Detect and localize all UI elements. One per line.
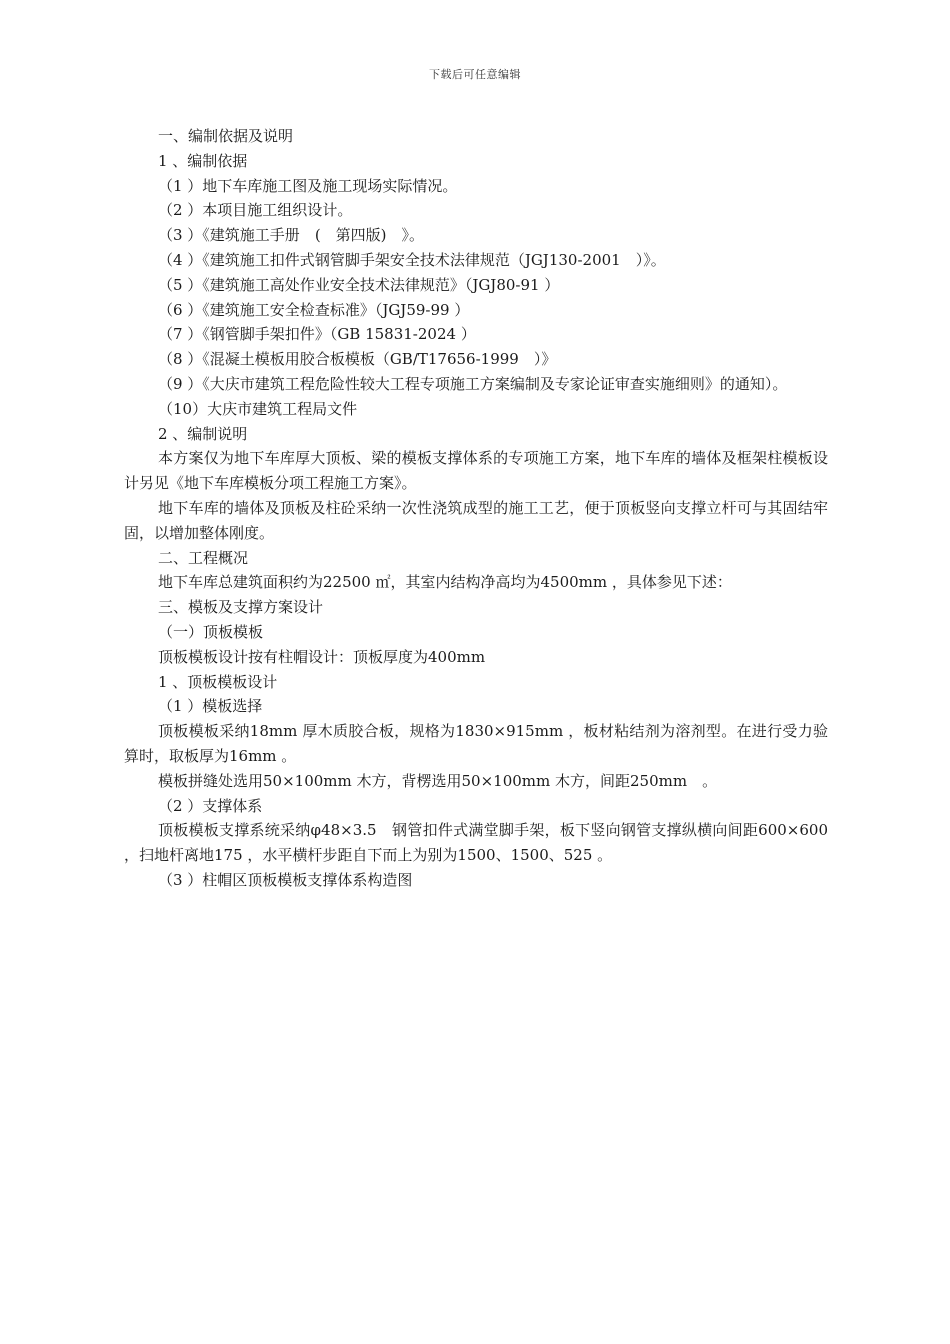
list-item: （2 ）支撑体系 (158, 796, 263, 815)
list-item: （1 ）模板选择 (158, 697, 263, 716)
body-paragraph: 顶板模板设计按有柱帽设计：顶板厚度为400mm (158, 647, 486, 666)
section-heading: 三、模板及支撑方案设计 (158, 598, 324, 617)
list-item: （8 ）《混凝土模板用胶合板模板（GB/T17656-1999 ）》 (158, 350, 557, 369)
list-item: （3 ）《建筑施工手册 ( 第四版) 》。 (158, 226, 425, 245)
body-paragraph: 地下车库总建筑面积约为22500 ㎡，其室内结构净高均为4500mm ，具体参见下述： (158, 573, 732, 592)
list-item: （9 ）《大庆市建筑工程危险性较大工程专项施工方案编制及专家论证审查实施细则》的通知）。 (158, 374, 788, 393)
subsection-heading: 1 、顶板模板设计 (158, 672, 278, 691)
list-item: （7 ）《钢管脚手架扣件》（GB 15831-2024 ） (158, 325, 476, 344)
section-heading: 一、编制依据及说明 (158, 127, 294, 145)
section-heading: 二、工程概况 (158, 548, 249, 567)
body-paragraph: 模板拼缝处选用50×100mm 木方，背楞选用50×100mm 木方，间距250mm 。 (158, 771, 718, 790)
subsection-heading: （一）顶板模板 (158, 622, 264, 641)
subsection-heading: 2 、编制说明 (158, 424, 248, 443)
page-header-note: 下载后可任意编辑 (429, 68, 521, 81)
list-item: （2 ）本项目施工组织设计。 (158, 201, 353, 220)
body-paragraph: 顶板模板支撑系统采纳φ48×3.5 钢管扣件式满堂脚手架，板下竖向钢管支撑纵横向间距600×600 ，扫地杆离地175 ，水平横杆步距自下而上为别为1500、1500、525 。 (124, 821, 828, 865)
list-item: （4 ）《建筑施工扣件式钢管脚手架安全技术法律规范（JGJ130-2001 ）》。 (158, 250, 666, 269)
body-paragraph: 本方案仅为地下车库厚大顶板、梁的模板支撑体系的专项施工方案，地下车库的墙体及框架柱模板设计另见《地下车库模板分项工程施工方案》。 (124, 449, 828, 493)
list-item: （5 ）《建筑施工高处作业安全技术法律规范》（JGJ80-91 ） (158, 275, 560, 294)
document-body (124, 124, 828, 893)
body-paragraph: 顶板模板采纳18mm 厚木质胶合板，规格为1830×915mm ，板材粘结剂为溶剂型。在进行受力验算时，取板厚为16mm 。 (124, 722, 828, 765)
list-item: （6 ）《建筑施工安全检查标准》（JGJ59-99 ） (158, 300, 470, 319)
body-paragraph: 地下车库的墙体及顶板及柱砼采纳一次性浇筑成型的施工工艺，便于顶板竖向支撑立杆可与其固结牢固，以增加整体刚度。 (124, 498, 828, 542)
list-item: （3 ）柱帽区顶板模板支撑体系构造图 (158, 870, 413, 889)
subsection-heading: 1 、编制依据 (158, 151, 248, 170)
list-item: （10）大庆市建筑工程局文件 (158, 399, 358, 418)
list-item: （1 ）地下车库施工图及施工现场实际情况。 (158, 176, 458, 195)
